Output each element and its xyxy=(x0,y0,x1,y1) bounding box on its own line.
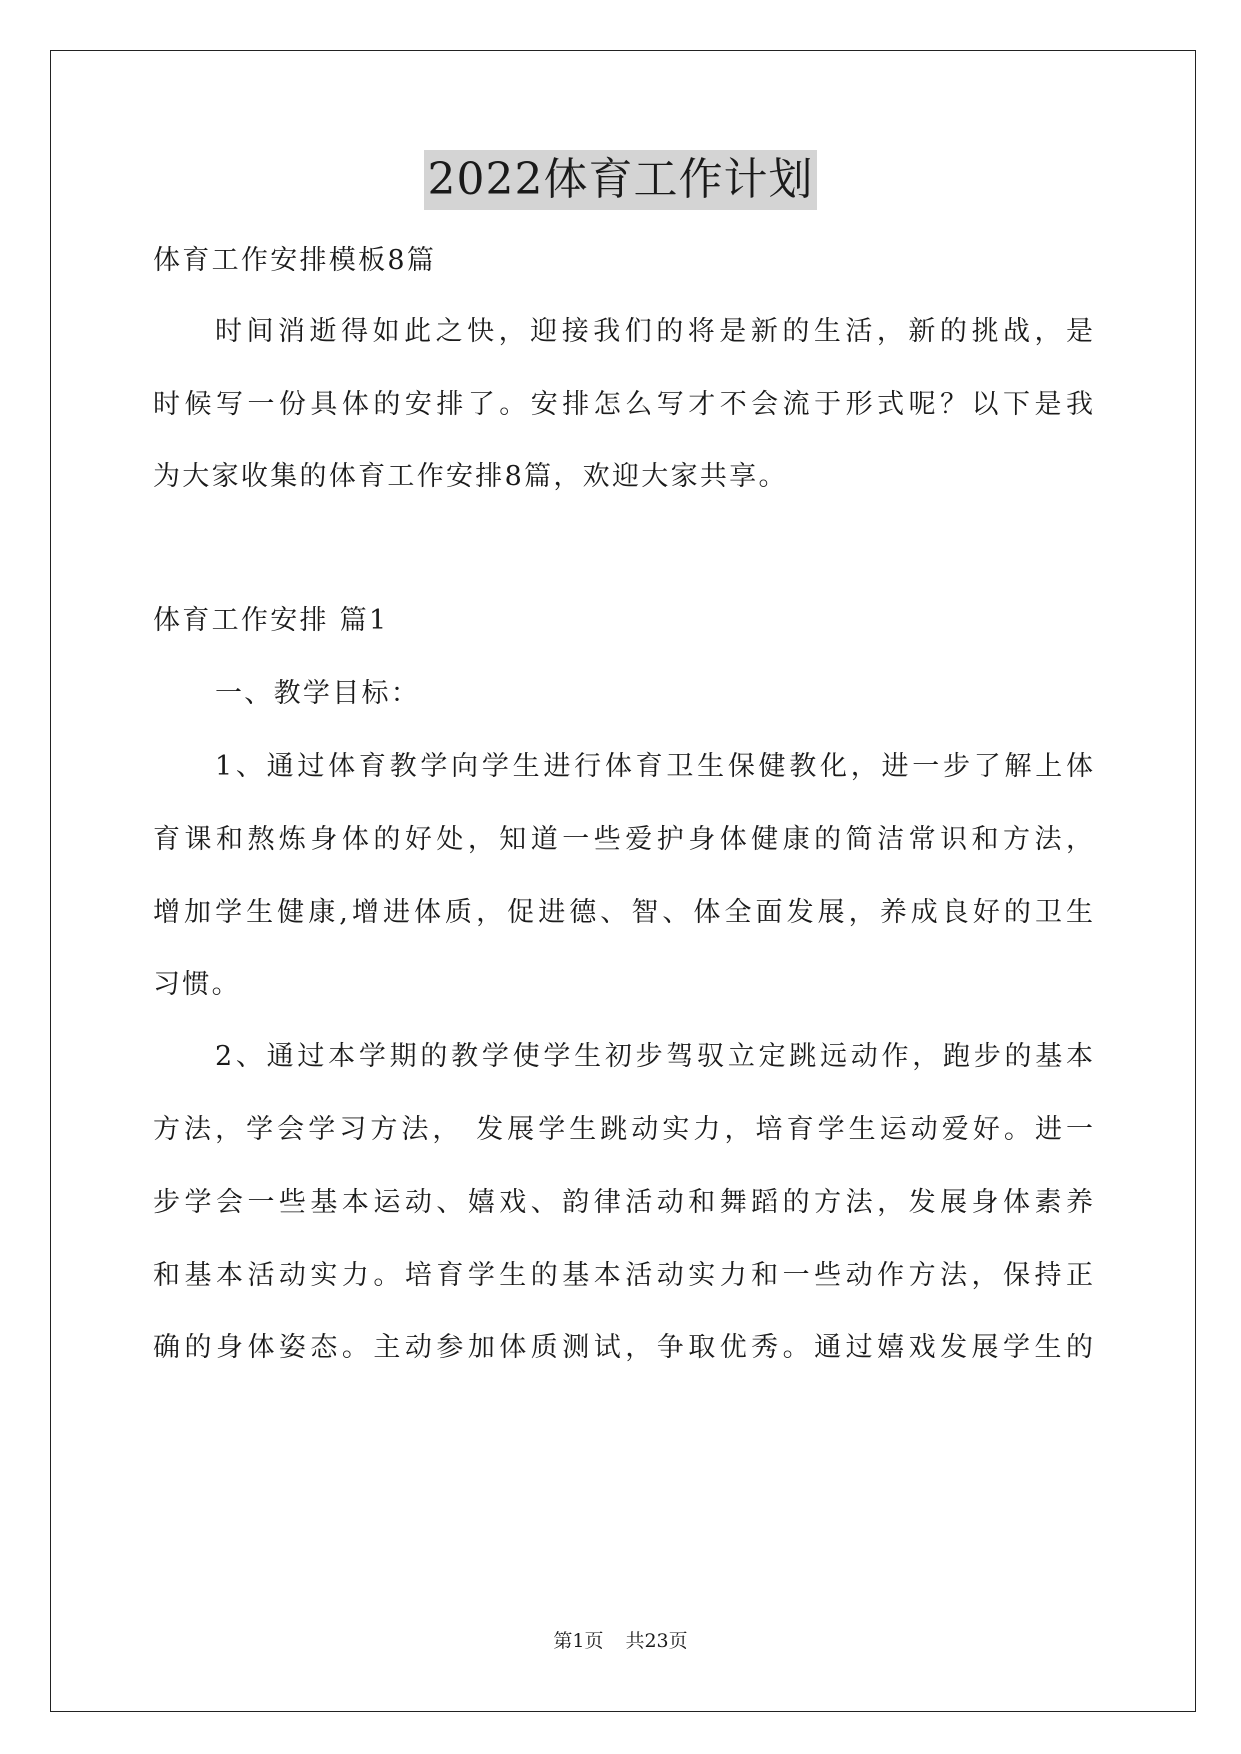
title-area xyxy=(0,150,1241,210)
section-heading: 体育工作安排 篇1 xyxy=(153,605,389,636)
item2-line: 确的身体姿态。主动参加体质测试，争取优秀。通过嬉戏发展学生的 xyxy=(153,1332,1093,1363)
document-subtitle: 体育工作安排模板8篇 xyxy=(153,245,437,276)
document-title: 2022体育工作计划 xyxy=(424,150,818,210)
item1-line: 1、通过体育教学向学生进行体育卫生保健教化，进一步了解上体 xyxy=(215,751,1093,782)
intro-line: 时候写一份具体的安排了。安排怎么写才不会流于形式呢？以下是我 xyxy=(153,389,1093,420)
item1-line: 增加学生健康,增进体质，促进德、智、体全面发展，养成良好的卫生 xyxy=(153,897,1093,928)
intro-line: 为大家收集的体育工作安排8篇，欢迎大家共享。 xyxy=(153,461,788,492)
subheading: 一、教学目标： xyxy=(215,678,421,709)
item2-line: 和基本活动实力。培育学生的基本活动实力和一些动作方法，保持正 xyxy=(153,1260,1093,1291)
intro-line: 时间消逝得如此之快，迎接我们的将是新的生活，新的挑战，是 xyxy=(215,316,1093,347)
page-total: 共23页 xyxy=(625,1630,688,1652)
item1-line: 习惯。 xyxy=(153,969,241,1000)
item1-line: 育课和熬炼身体的好处，知道一些爱护身体健康的简洁常识和方法， xyxy=(153,824,1093,855)
page-border xyxy=(50,50,1196,1712)
page-number: 第1页 xyxy=(553,1630,604,1652)
page-footer xyxy=(0,1628,1241,1654)
item2-line: 2、通过本学期的教学使学生初步驾驭立定跳远动作，跑步的基本 xyxy=(215,1041,1093,1072)
item2-line: 方法，学会学习方法， 发展学生跳动实力，培育学生运动爱好。进一 xyxy=(153,1114,1093,1145)
item2-line: 步学会一些基本运动、嬉戏、韵律活动和舞蹈的方法，发展身体素养 xyxy=(153,1187,1093,1218)
